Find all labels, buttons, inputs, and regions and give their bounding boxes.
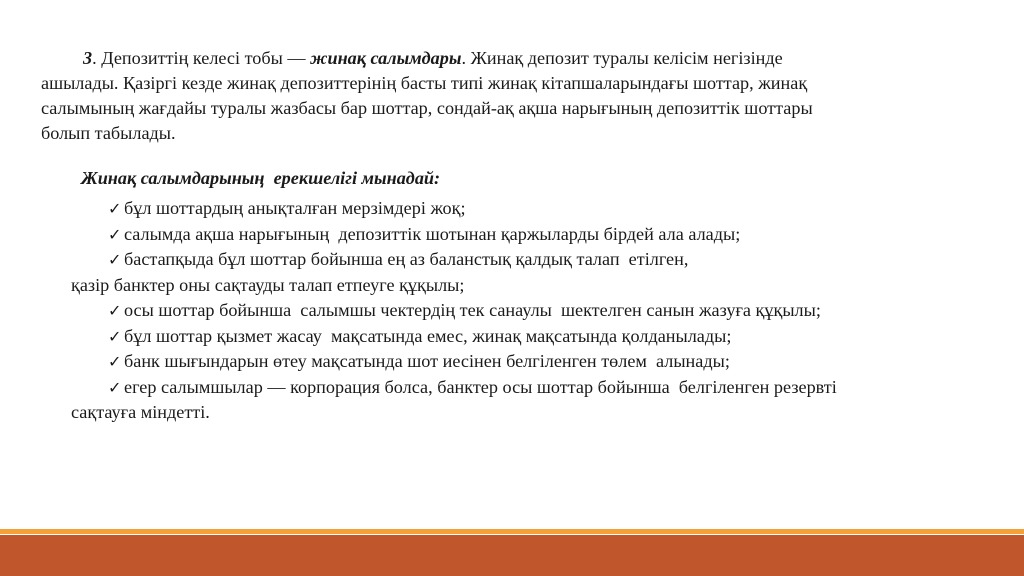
checkmark-icon: ✓ [108,352,122,371]
list-item-text: банк шығындарын өтеу мақсатында шот иесінен белгіленген төлем алынады; [124,351,730,371]
checkmark-icon: ✓ [108,326,122,346]
list-item-text: егер салымшылар — корпорация болса, банктер осы шоттар бойынша белгіленген резервті [124,376,837,397]
checkmark-icon: ✓ [108,224,122,244]
intro-rest: . Жинақ депозит туралы келісім негізінде [461,48,783,68]
footer-accent-line [0,529,1024,534]
features-list [71,196,991,426]
intro-line-3: салымының жағдайы туралы жазбасы бар шоттар, сондай-ақ ақша нарығының депозиттік шоттары [41,98,813,118]
list-item [71,349,991,375]
list-item [71,298,991,324]
checkmark-icon: ✓ [108,377,122,397]
list-item-text: бұл шоттар қызмет жасау мақсатында емес, жинақ мақсатында қолданылады; [124,325,732,346]
list-item-continuation: сақтауға міндетті. [71,402,210,422]
list-item [71,375,991,401]
list-item-text: осы шоттар бойынша салымшы чектердің тек санаулы шектелген санын жазуға құқылы; [124,300,821,320]
footer-bar [0,535,1024,576]
section-heading: Жинақ салымдарының ерекшелігі мынадай: [81,168,441,188]
intro-line-1 [41,46,981,71]
list-item [71,196,991,222]
list-item-continuation: қазір банктер оны сақтауды талап етпеуге құқылы; [71,274,465,295]
checkmark-icon: ✓ [108,250,122,269]
checkmark-icon: ✓ [108,301,122,320]
intro-line-2: ашылады. Қазіргі кезде жинақ депозиттерінің басты типі жинақ кітапшаларындағы шоттар, жинақ [41,73,808,93]
list-item-text: салымда ақша нарығының депозиттік шотынан қаржыларды бірдей ала алады; [124,223,741,244]
list-item-text: бастапқыда бұл шоттар бойынша ең аз баланстық қалдық талап етілген, [124,249,689,269]
list-item [71,222,991,248]
intro-paragraph [41,46,981,146]
checkmark-icon: ✓ [108,199,122,218]
list-item [71,247,991,273]
intro-number: 3 [83,48,93,68]
list-item [71,324,991,350]
intro-term: жинақ салымдары [310,48,462,68]
intro-line-4: болып табылады. [41,123,176,143]
intro-lead: . Депозиттің келесі тобы — [92,48,311,68]
list-item-text: бұл шоттардың анықталған мерзімдері жоқ; [124,198,466,218]
